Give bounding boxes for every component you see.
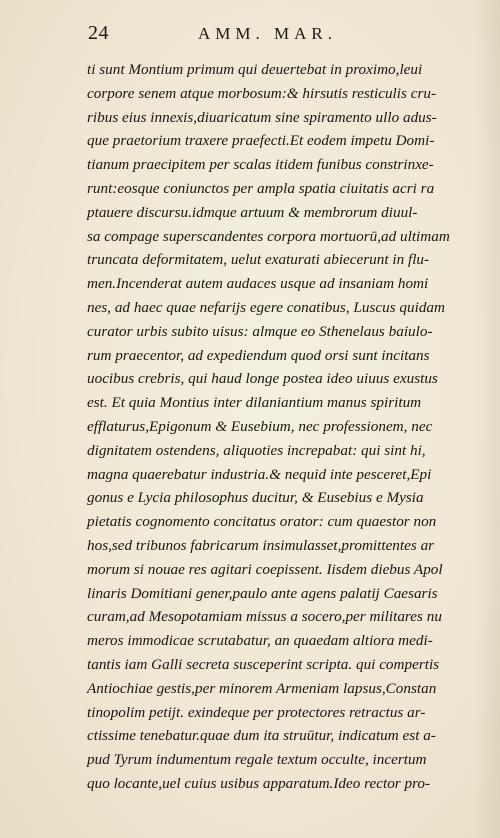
text-line: linaris Domitiani gener,paulo ante agens palatij Caesaris xyxy=(87,584,438,602)
text-line: sa compage superscandentes corpora mortuorū,ad ultimam xyxy=(87,227,450,245)
text-line: ctissime tenebatur.quae dum ita struūtur, indicatum est a- xyxy=(87,727,436,745)
text-line: rum praecentor, ad expediendum quod orsi sunt incitans xyxy=(87,346,430,364)
text-line: morum si nouae res agitari coepissent. Iisdem diebus Apol xyxy=(87,560,443,578)
page-number: 24 xyxy=(88,22,109,44)
text-line: ti sunt Montium primum qui deuertebat in proximo,leui xyxy=(87,61,423,78)
text-line: que praetorium traxere praefecti.Et eodem impetu Domi- xyxy=(87,132,435,150)
text-line: magna quaerebatur industria.& nequid inte pesceret,Epi xyxy=(87,465,432,483)
text-line: meros immodicae scrutabatur, an quaedam altiora medi- xyxy=(87,632,433,650)
text-line: quo locante,uel cuius usibus apparatum.Ideo rector pro- xyxy=(87,774,431,792)
text-line: gonus e Lycia philosophus ducitur, & Eusebius e Mysia xyxy=(87,489,424,507)
text-line: tianum praecipitem per scalas itidem funibus constrinxe- xyxy=(87,156,434,174)
text-line: men.Incenderat autem audaces usque ad insaniam homi xyxy=(87,275,429,293)
text-line: ptauere discursu.idmque artuum & membrorum diuul- xyxy=(87,203,418,221)
text-line: uocibus crebris, qui haud longe postea ideo uiuus exustus xyxy=(87,370,438,388)
text-line: dignitatem ostendens, aliquoties increpabat: qui sint hi, xyxy=(87,441,426,459)
text-line: Antiochiae gestis,per minorem Armeniam lapsus,Constan xyxy=(87,679,437,697)
text-line: hos,sed tribunos fabricarum insimulasset,promittentes ar xyxy=(87,536,435,554)
page-gutter-shadow xyxy=(474,0,500,838)
text-line: tantis iam Galli secreta susceperint scripta. qui compertis xyxy=(87,655,440,673)
text-line: curam,ad Mesopotamiam missus a socero,per militares nu xyxy=(87,608,442,626)
body-text xyxy=(87,58,472,796)
text-line: efflaturus,Epigonum & Eusebium, nec professionem, nec xyxy=(87,417,433,435)
text-line: corpore senem atque morbosum:& hirsutis resticulis cru- xyxy=(87,84,437,102)
running-head: AMM. MAR. xyxy=(198,24,337,43)
text-line: pietatis cognomento concitatus orator: cum quaestor non xyxy=(87,513,437,531)
text-line: ribus eius innexis,diuaricatum sine spiramento ullo adus- xyxy=(87,108,437,126)
text-line: pud Tyrum indumentum regale textum occulte, incertum xyxy=(87,751,427,769)
text-line: tinopolim petijt. exindeque per protectores retractus ar- xyxy=(87,703,426,721)
text-line: nes, ad haec quae nefarijs egere conatibus, Luscus quidam xyxy=(87,298,445,316)
text-line: truncata deformitatem, uelut exaturati abiecerunt in flu- xyxy=(87,251,430,269)
text-line: runt:eosque coniunctos per ampla spatia ciuitatis acri ra xyxy=(87,179,435,197)
page-header xyxy=(88,22,460,48)
text-line: est. Et quia Montius inter dilaniantium manus spiritum xyxy=(87,394,422,412)
text-line: curator urbis subito uisus: almque eo Sthenelaus baiulo- xyxy=(87,322,433,340)
